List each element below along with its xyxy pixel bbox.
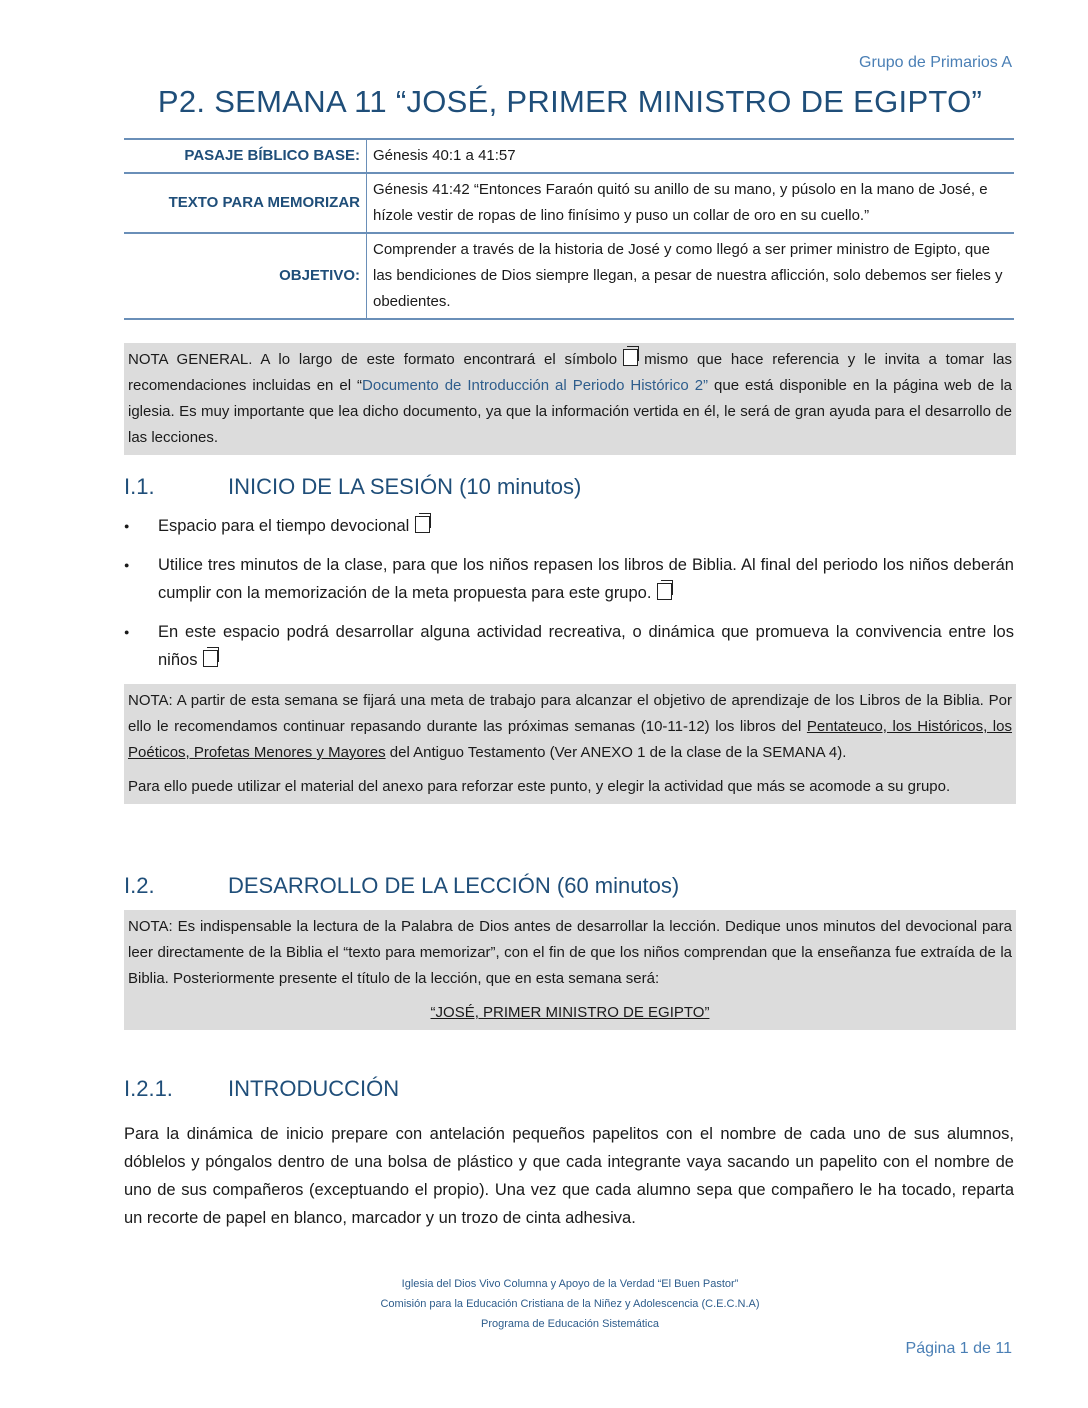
lesson-note <box>124 910 1016 1030</box>
section-heading-inicio: I.1. INICIO DE LA SESIÓN (10 minutos) <box>124 474 582 499</box>
group-label: Grupo de Primarios A <box>859 54 1012 71</box>
inicio-list <box>124 512 1014 685</box>
document-icon <box>623 349 638 366</box>
list-item: ● Utilice tres minutos de la clase, para que los niños repasen los libros de Biblia. Al final del periodo los niños deberán cumplir con la memorización de la meta propuesta para este grupo. <box>124 551 1014 607</box>
info-row <box>124 139 1014 173</box>
info-table <box>124 138 1014 320</box>
document-icon <box>657 583 672 600</box>
section-heading-introduccion: I.2.1. INTRODUCCIÓN <box>124 1076 400 1101</box>
footer-line: Comisión para la Educación Cristiana de la Niñez y Adolescencia (C.E.C.N.A) <box>380 1298 760 1310</box>
info-value: Génesis 40:1 a 41:57 <box>367 139 1015 173</box>
info-row <box>124 173 1014 233</box>
page-number: Página 1 de 11 <box>905 1340 1012 1357</box>
books-note <box>124 684 1016 804</box>
info-value: Comprender a través de la historia de José y como llegó a ser primer ministro de Egipto, que las bendiciones de Dios siempre llegan, a pesar de nuestra aflicción, solo debemos ser fieles y obedientes. <box>367 233 1015 319</box>
note-paragraph: Para ello puede utilizar el material del anexo para reforzar este punto, y elegir la actividad que más se acomode a su grupo. <box>128 778 951 795</box>
introduction-text: Para la dinámica de inicio prepare con antelación pequeños papelitos con el nombre de cada uno de sus alumnos, dóblelos y póngalos dentro de una bolsa de plástico y que cada integrante vaya sacando un papelito con el nombre de uno de sus compañeros (exceptuando el propio). Una vez que cada alumno sepa que compañero le ha tocado, reparta un recorte de papel en blanco, marcador y un trozo de cinta adhesiva. <box>124 1125 1014 1227</box>
intro-document-link[interactable]: Documento de Introducción al Periodo Histórico 2” <box>362 377 709 394</box>
books-link[interactable]: Pentateuco, los Históricos, los Poéticos, Profetas Menores y Mayores <box>128 718 1012 761</box>
page-title: P2. SEMANA 11 “JOSÉ, PRIMER MINISTRO DE EGIPTO” <box>157 84 983 119</box>
footer <box>124 1274 1016 1334</box>
footer-line: Iglesia del Dios Vivo Columna y Apoyo de la Verdad “El Buen Pastor” <box>401 1278 739 1290</box>
note-paragraph: NOTA: A partir de esta semana se fijará una meta de trabajo para alcanzar el objetivo de aprendizaje de los Libros de la Biblia. Por ello le recomendamos continuar repasando durante las próximas semanas (10-11-12) los libros del Pentateuco, los Históricos, los Poéticos, Profetas Menores y Mayores del Antiguo Testamento (Ver ANEXO 1 de la clase de la SEMANA 4). <box>128 692 1012 761</box>
list-item: ● En este espacio podrá desarrollar alguna actividad recreativa, o dinámica que promueva la convivencia entre los niños <box>124 618 1014 674</box>
general-note: NOTA GENERAL. A lo largo de este formato encontrará el símbolo mismo que hace referencia y le invita a tomar las recomendaciones incluidas en el “Documento de Introducción al Periodo Histórico 2” que está disponible en la página web de la iglesia. Es muy importante que lea dicho documento, ya que la información vertida en él, le será de gran ayuda para el desarrollo de las lecciones. <box>124 343 1016 455</box>
info-value: Génesis 41:42 “Entonces Faraón quitó su anillo de su mano, y púsolo en la mano de José, e hízole vestir de ropas de lino finísimo y puso un collar de oro en su cuello.” <box>367 173 1015 233</box>
section-heading-desarrollo: I.2. DESARROLLO DE LA LECCIÓN (60 minutos) <box>124 873 680 898</box>
footer-line: Programa de Educación Sistemática <box>481 1318 659 1330</box>
info-row <box>124 233 1014 319</box>
list-item: ● Espacio para el tiempo devocional <box>124 512 1014 540</box>
lesson-title: “JOSÉ, PRIMER MINISTRO DE EGIPTO” <box>430 1004 710 1021</box>
info-label: OBJETIVO: <box>124 233 367 319</box>
info-label: PASAJE BÍBLICO BASE: <box>124 139 367 173</box>
info-label: TEXTO PARA MEMORIZAR <box>124 173 367 233</box>
document-icon <box>415 516 430 533</box>
note-paragraph: NOTA: Es indispensable la lectura de la Palabra de Dios antes de desarrollar la lección. Dedique unos minutos del devocional para leer directamente de la Biblia el “texto para memorizar”, con el fin de que los niños comprendan que la enseñanza fue extraída de la Biblia. Posteriormente presente el título de la lección, que en esta semana será: <box>128 918 1012 987</box>
document-icon <box>203 650 218 667</box>
